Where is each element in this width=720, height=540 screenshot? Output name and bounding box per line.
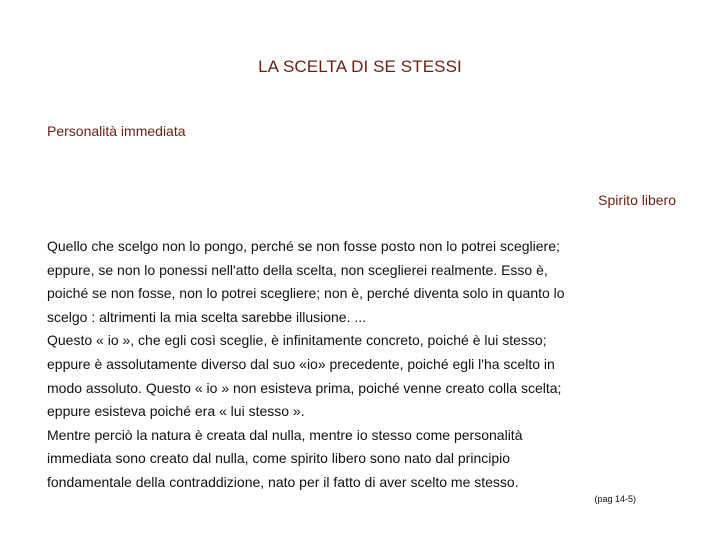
- quote-line: scelgo : altrimenti la mia scelta sarebbe illusione. ...: [47, 308, 367, 325]
- quote-line: fondamentale della contraddizione, nato per il fatto di aver scelto me stesso.: [47, 473, 519, 490]
- quote-line: eppure, se non lo ponessi nell'atto della scelta, non sceglierei realmente. Esso è,: [47, 261, 548, 278]
- quote-line: Mentre perciò la natura è creata dal nulla, mentre io stesso come personalità: [47, 426, 523, 443]
- label-spirito-libero: Spirito libero: [598, 192, 676, 208]
- page-citation: (pag 14-5): [594, 494, 636, 504]
- quote-line: modo assoluto. Questo « io » non esisteva prima, poiché venne creato colla scelta;: [47, 379, 562, 396]
- quote-line: immediata sono creato dal nulla, come spirito libero sono nato dal principio: [47, 450, 511, 467]
- quote-line: eppure è assolutamente diverso dal suo «io» precedente, poiché egli l'ha scelto in: [47, 355, 555, 372]
- quote-line: Questo « io », che egli così sceglie, è infinitamente concreto, poiché è lui stesso;: [47, 332, 547, 349]
- quote-body: [47, 235, 687, 495]
- quote-line: eppure esisteva poiché era « lui stesso ».: [47, 403, 305, 420]
- quote-line: poiché se non fosse, non lo potrei scegliere; non è, perché diventa solo in quanto lo: [47, 285, 565, 302]
- slide-title: LA SCELTA DI SE STESSI: [258, 57, 462, 76]
- quote-line: Quello che scelgo non lo pongo, perché se non fosse posto non lo potrei scegliere;: [47, 238, 560, 254]
- subtitle-personalita: Personalità immediata: [47, 123, 186, 139]
